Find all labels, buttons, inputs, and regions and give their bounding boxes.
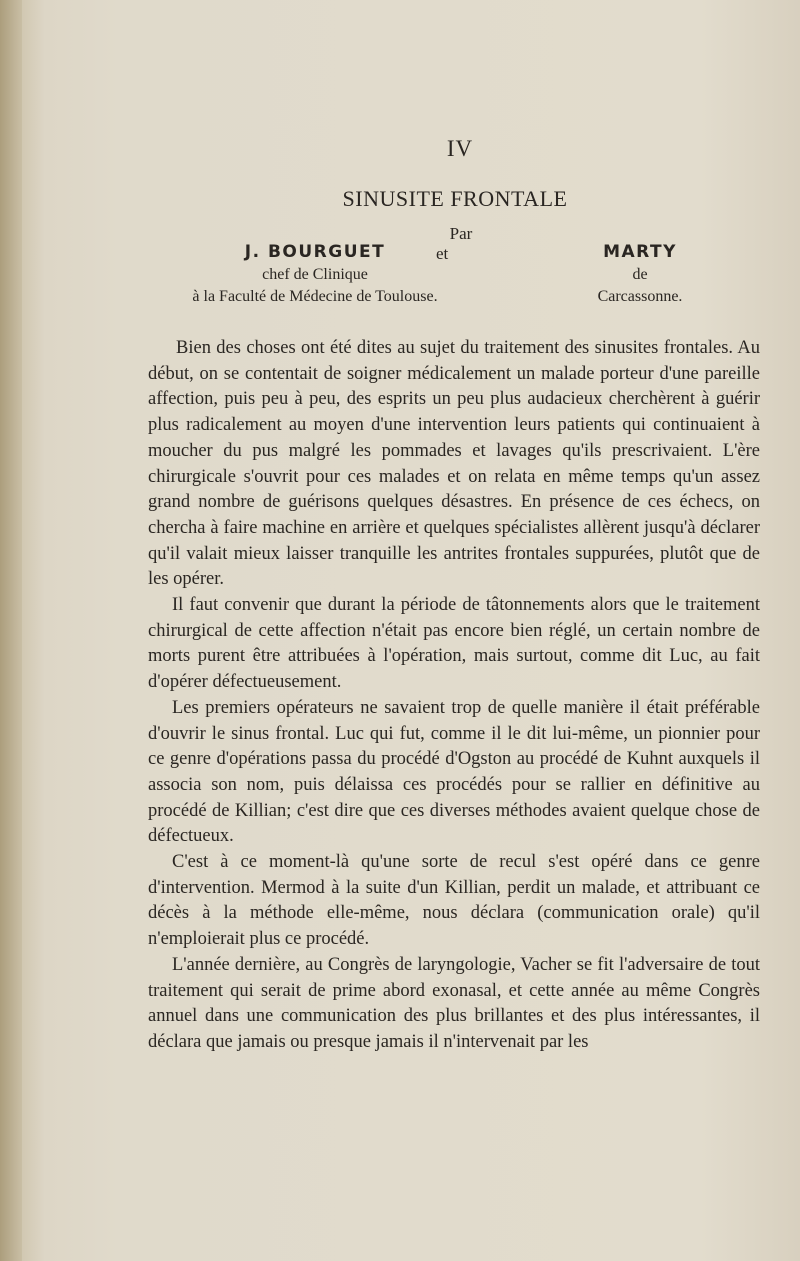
author-left-affiliation: à la Faculté de Médecine de Toulouse. [192, 288, 438, 305]
author-right-role: de [632, 266, 648, 283]
paragraph: Bien des choses ont été dites au sujet du traitement des sinusites frontales. Au début, on se contentait de soigner médicalement un malade porteur d'une pareille affection, puis peu à peu, des esprits un peu plus audacieux cherchèrent à guérir plus radicalement au moyen d'une intervention leurs patients qui continuaient à moucher du pus malgré les pommades et lavages qu'ils prescrivaient. L'ère chirurgicale s'ouvrit pour ces malades et on relata en même temps qu'un assez grand nombre de guérisons quelques désastres. En présence de ces échecs, on chercha à faire machine en arrière et quelques spécialistes allèrent jusqu'à déclarer qu'il valait mieux laisser tranquille les antrites frontales suppurées, plutôt que de les opérer. [148, 338, 760, 590]
author-left-name: J. BOURGUET [244, 242, 386, 262]
paragraph: L'année dernière, au Congrès de laryngologie, Vacher se fit l'adversaire de tout traitement qui serait de prime abord exonasal, et cette année au même Congrès annuel dans une communication des plus brillantes et des plus intéressantes, il déclara que jamais ou presque jamais il n'intervenait par les [148, 954, 760, 1052]
paragraph: Les premiers opérateurs ne savaient trop de quelle manière il était préférable d'ouvrir le sinus frontal. Luc qui fut, comme il le dit lui-même, un pionnier pour ce genre d'opérations passa du procédé d'Ogston au procédé de Kuhnt auxquels il associa son nom, puis délaissa ces procédés pour se rallier en définitive au procédé de Killian; c'est dire que ces diverses méthodes avaient quelque chose de défectueux. [148, 697, 760, 847]
author-right-name: MARTY [603, 242, 677, 262]
authors-block [150, 240, 710, 310]
chapter-number: IV [446, 136, 474, 161]
body-text [148, 336, 760, 1056]
paragraph: Il faut convenir que durant la période de tâtonnements alors que le traitement chirurgical de cette affection n'était pas encore bien réglé, un certain nombre de morts purent être attribuées à l'opération, mais surtout, comme dit Luc, au fait d'opérer défectueusement. [148, 595, 760, 693]
author-right [570, 240, 710, 308]
article-title: SINUSITE FRONTALE [342, 186, 568, 211]
author-left-role: chef de Clinique [262, 266, 368, 283]
paragraph: C'est à ce moment-là qu'une sorte de recul s'est opéré dans ce genre d'intervention. Mermod à la suite d'un Killian, perdit un malade, et attribuant ce décès à la méthode elle-même, nous déclara (communication orale) qu'il n'emploierait plus ce procédé. [148, 852, 760, 950]
by-line: Par [449, 224, 473, 243]
and-word: et [436, 244, 449, 263]
author-left [150, 240, 480, 308]
author-right-affiliation: Carcassonne. [597, 288, 683, 305]
